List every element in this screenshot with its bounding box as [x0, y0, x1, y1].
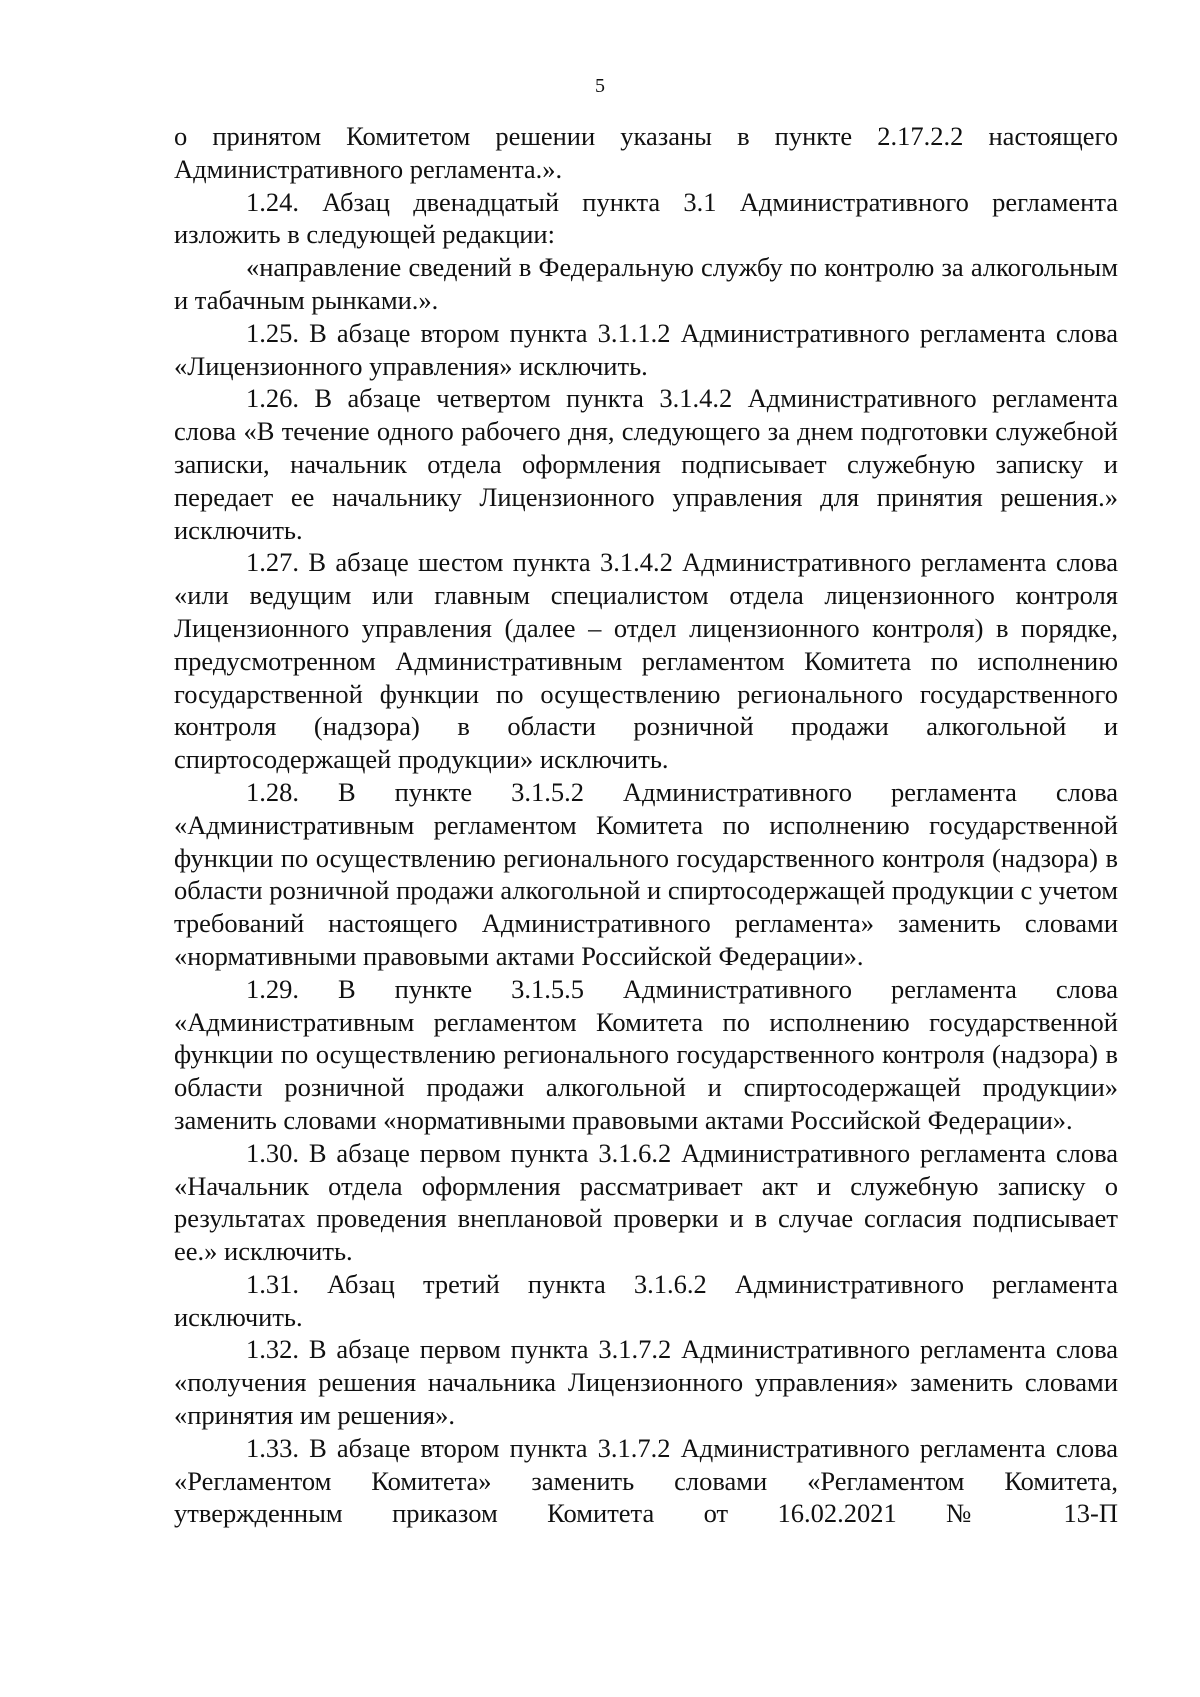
paragraph-1-29: 1.29. В пункте 3.1.5.5 Административного регламента слова «Административным регламентом Комитета по исполнению государственной функции по осуществлению регионального государственного контроля (надзора) в области розничной продажи алкогольной и спиртосодержащей продукции» заменить словами «нормативными правовыми актами Российской Федерации». [174, 973, 1118, 1135]
paragraph-1-24: 1.24. Абзац двенадцатый пункта 3.1 Административного регламента изложить в следующей редакции: [174, 186, 1118, 250]
paragraph-1-26: 1.26. В абзаце четвертом пункта 3.1.4.2 Административного регламента слова «В течение одного рабочего дня, следующего за днем подготовки служебной записки, начальник отдела оформления подписывает служебную записку и передает ее начальнику Лицензионного управления для принятия решения.» исключить. [174, 383, 1118, 545]
paragraph-continuation: о принятом Комитетом решении указаны в пункте 2.17.2.2 настоящего Административного регламента.». [174, 121, 1118, 184]
paragraph-1-27: 1.27. В абзаце шестом пункта 3.1.4.2 Административного регламента слова «или ведущим или главным специалистом отдела лицензионного контроля Лицензионного управления (далее – отдел лицензионного контроля) в порядке, предусмотренном Административным регламентом Комитета по исполнению государственной функции по осуществлению регионального государственного контроля (надзора) в области розничной продажи алкогольной и спиртосодержащей продукции» исключить. [174, 547, 1118, 775]
paragraph-1-30: 1.30. В абзаце первом пункта 3.1.6.2 Административного регламента слова «Начальник отдела оформления рассматривает акт и служебную записку о результатах проведения внеплановой проверки и в случае согласия подписывает ее.» исключить. [174, 1137, 1118, 1267]
paragraph-1-32: 1.32. В абзаце первом пункта 3.1.7.2 Административного регламента слова «получения решения начальника Лицензионного управления» заменить словами «принятия им решения». [174, 1334, 1118, 1431]
paragraph-1-31: 1.31. Абзац третий пункта 3.1.6.2 Административного регламента исключить. [174, 1268, 1118, 1332]
paragraph-1-25: 1.25. В абзаце втором пункта 3.1.1.2 Административного регламента слова «Лицензионного управления» исключить. [174, 317, 1118, 381]
document-body [174, 120, 1118, 1530]
paragraph-quote-1-24: «направление сведений в Федеральную службу по контролю за алкогольным и табачным рынками.». [174, 252, 1118, 315]
paragraph-1-28: 1.28. В пункте 3.1.5.2 Административного регламента слова «Административным регламентом Комитета по исполнению государственной функции по осуществлению регионального государственного контроля (надзора) в области розничной продажи алкогольной и спиртосодержащей продукции с учетом требований настоящего Административного регламента» заменить словами «нормативными правовыми актами Российской Федерации». [174, 776, 1118, 971]
page-number: 5 [595, 75, 605, 97]
paragraph-1-33: 1.33. В абзаце втором пункта 3.1.7.2 Административного регламента слова «Регламентом Комитета» заменить словами «Регламентом Комитета, утвержденным приказом Комитета от 16.02.2021 № 13-П [174, 1432, 1118, 1529]
